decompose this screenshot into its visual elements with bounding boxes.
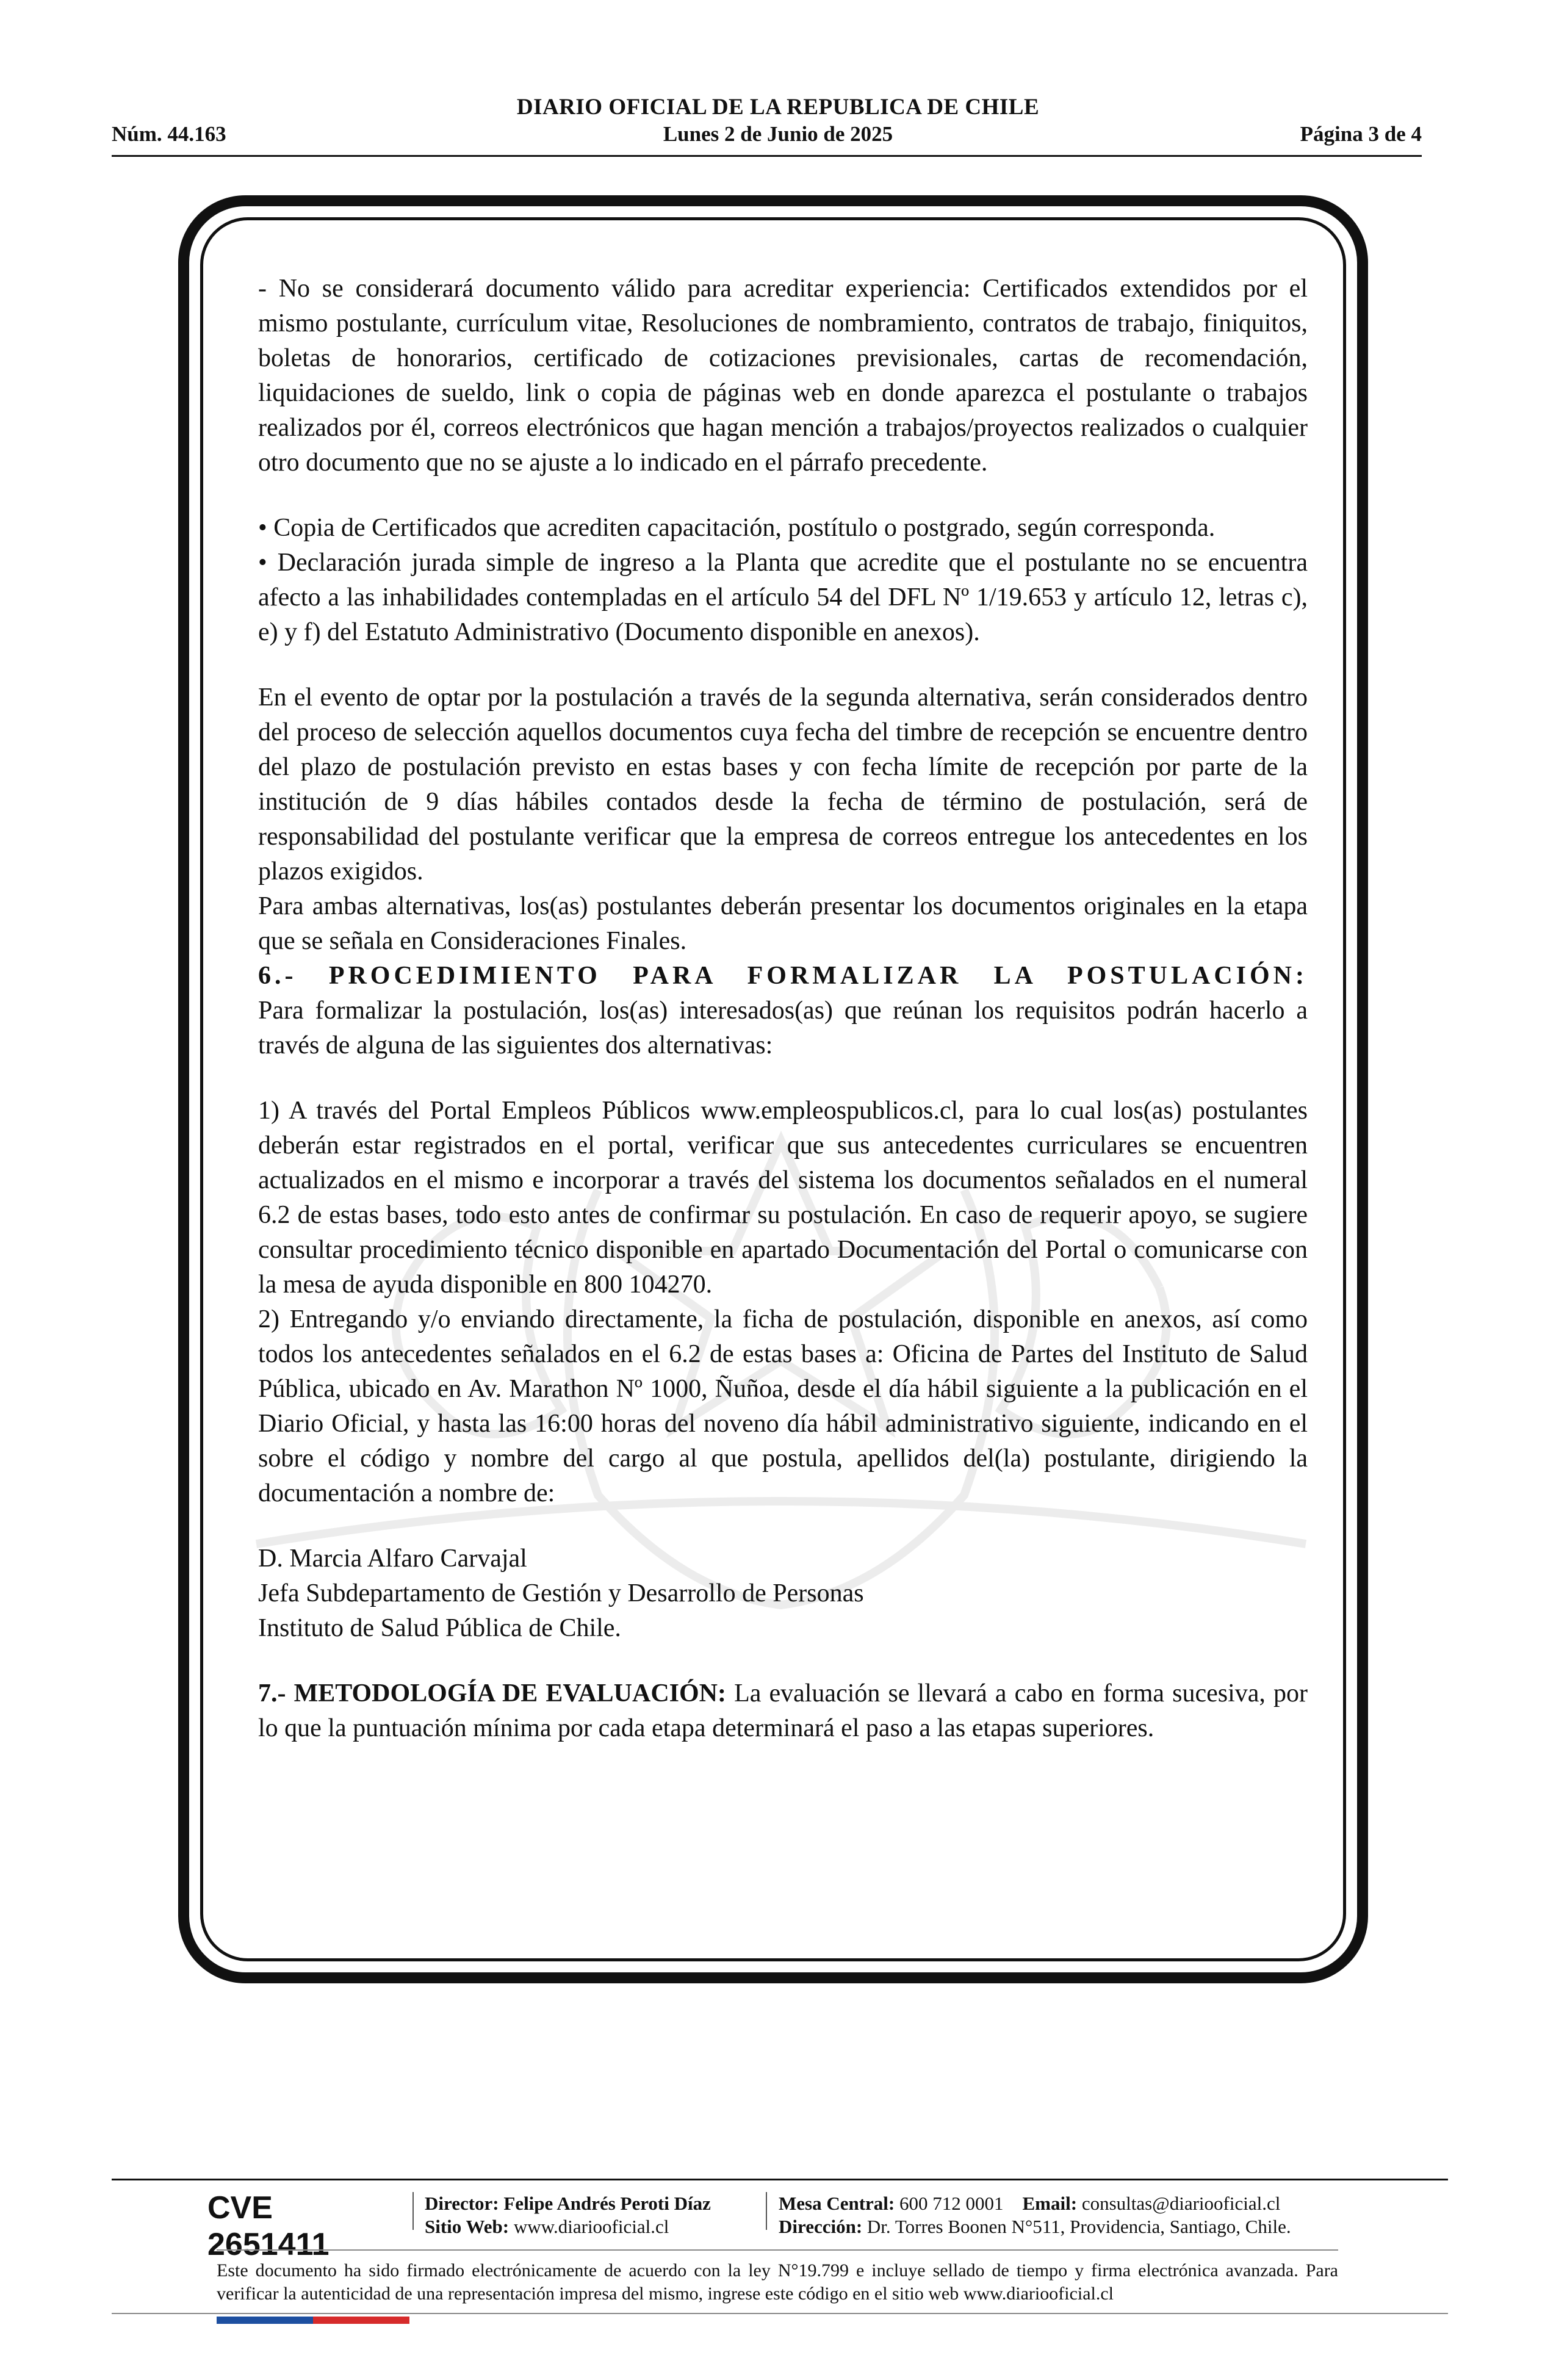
phone-number: 600 712 0001 (895, 2193, 1004, 2214)
director-name: Felipe Andrés Peroti Díaz (499, 2193, 711, 2214)
website-link[interactable]: www.diariooficial.cl (509, 2216, 669, 2237)
page-number: Página 3 de 4 (1300, 122, 1422, 146)
footer-director-block (425, 2192, 711, 2238)
paragraph-formalize-intro: Para formalizar la postulación, los(as) interesados(as) que reúnan los requisitos podrán hacerlo a través de alguna de las siguientes dos alternativas: (258, 997, 1308, 1059)
footer-divider-top (112, 2179, 1448, 2180)
publication-title: DIARIO OFICIAL DE LA REPUBLICA DE CHILE (516, 95, 1040, 120)
paragraph-second-alternative: En el evento de optar por la postulación a través de la segunda alternativa, serán considerados dentro del proceso de selección aquellos documentos cuya fecha del timbre de recepción se encuentre dentro del plazo de postulación previsto en estas bases y con fecha límite de recepción por parte de la institución de 9 días hábiles contados desde la fecha de término de postulación, será de responsabilidad del postulante verificar que la empresa de correos entregue los antecedentes en los plazos exigidos. (258, 683, 1308, 885)
address-line-institution: Instituto de Salud Pública de Chile. (258, 1614, 621, 1642)
address-line-name: D. Marcia Alfaro Carvajal (258, 1545, 527, 1573)
footer-contact-block (779, 2192, 1291, 2238)
flag-stripe-blue (217, 2317, 313, 2324)
address-line-title: Jefa Subdepartamento de Gestión y Desarrollo de Personas (258, 1579, 864, 1607)
footer-separator (412, 2192, 414, 2230)
document-body (258, 272, 1308, 1746)
email-link[interactable]: consultas@diariooficial.cl (1077, 2193, 1281, 2214)
footer-separator (766, 2192, 767, 2230)
section-7-text: La evaluación se llevará a cabo en forma sucesiva, por lo que la puntuación mínima por cada etapa determinará el paso a las etapas superiores. (258, 1679, 1308, 1742)
issue-number: Núm. 44.163 (112, 122, 226, 146)
header-divider (112, 155, 1422, 157)
issue-date: Lunes 2 de Junio de 2025 (663, 122, 893, 146)
paragraph-section-7 (258, 1676, 1308, 1746)
paragraph-experience-exclusions: - No se considerará documento válido para acreditar experiencia: Certificados extendidos por el mismo postulante, currículum vitae, Resoluciones de nombramiento, contratos de trabajo, finiquitos, boletas de honorarios, certificado de cotizaciones previsionales, cartas de recomendación, liquidaciones de sueldo, link o copia de páginas web en donde aparezca el postulante o trabajos realizados por él, correos electrónicos que hagan mención a trabajos/proyectos realizados o cualquier otro documento que no se ajuste a lo indicado en el párrafo precedente. (258, 275, 1308, 477)
section-heading-7: 7.- METODOLOGÍA DE EVALUACIÓN: (258, 1679, 726, 1707)
page-header (0, 0, 1556, 165)
director-label: Director: (425, 2193, 499, 2214)
phone-label: Mesa Central: (779, 2193, 895, 2214)
electronic-signature-notice: Este documento ha sido firmado electrónicamente de acuerdo con la ley N°19.799 e incluye sellado de tiempo y firma electrónica avanzada. Para verificar la autenticidad de una representación impresa del mismo, ingrese este código en el sitio web www.diariooficial.cl (217, 2260, 1338, 2304)
footer-divider-mid (217, 2249, 1338, 2251)
address-label: Dirección: (779, 2216, 863, 2237)
office-address: Dr. Torres Boonen N°511, Providencia, Santiago, Chile. (862, 2216, 1291, 2237)
paragraph-original-documents: Para ambas alternativas, los(as) postulantes deberán presentar los documentos originales en la etapa que se señala en Consideraciones Finales. (258, 892, 1308, 955)
footer-divider-bottom (112, 2313, 1448, 2314)
paragraph-option-portal: 1) A través del Portal Empleos Públicos www.empleospublicos.cl, para lo cual los(as) postulantes deberán estar registrados en el portal, verificar que sus antecedentes curriculares se encuentren actualizados en el mismo e incorporar a través del sistema los documentos señalados en el numeral 6.2 de estas bases, todo esto antes de confirmar su postulación. En caso de requerir apoyo, se sugiere consultar procedimiento técnico disponible en apartado Documentación del Portal o comunicarse con la mesa de ayuda disponible en 800 104270. (258, 1097, 1308, 1299)
section-heading-6: 6.- PROCEDIMIENTO PARA FORMALIZAR LA POSTULACIÓN: (258, 962, 1308, 990)
email-label: Email: (1022, 2193, 1078, 2214)
cve-code: CVE 2651411 (207, 2190, 330, 2262)
bullet-sworn-declaration: • Declaración jurada simple de ingreso a la Planta que acredite que el postulante no se encuentra afecto a las inhabilidades contempladas en el artículo 54 del DFL Nº 1/19.653 y artículo 12, letras c), e) y f) del Estatuto Administrativo (Documento disponible en anexos). (258, 549, 1308, 646)
flag-stripe-red (313, 2317, 409, 2324)
paragraph-option-delivery: 2) Entregando y/o enviando directamente, la ficha de postulación, disponible en anexos, así como todos los antecedentes señalados en el 6.2 de estas bases a: Oficina de Partes del Instituto de Salud Pública, ubicado en Av. Marathon Nº 1000, Ñuñoa, desde el día hábil siguiente a la publicación en el Diario Oficial, y hasta las 16:00 horas del noveno día hábil administrativo siguiente, indicando en el sobre el código y nombre del cargo al que postula, apellidos del(la) postulante, dirigiendo la documentación a nombre de: (258, 1305, 1308, 1507)
website-label: Sitio Web: (425, 2216, 510, 2237)
bullet-certificates: • Copia de Certificados que acrediten capacitación, postítulo o postgrado, según corresponda. (258, 514, 1216, 542)
